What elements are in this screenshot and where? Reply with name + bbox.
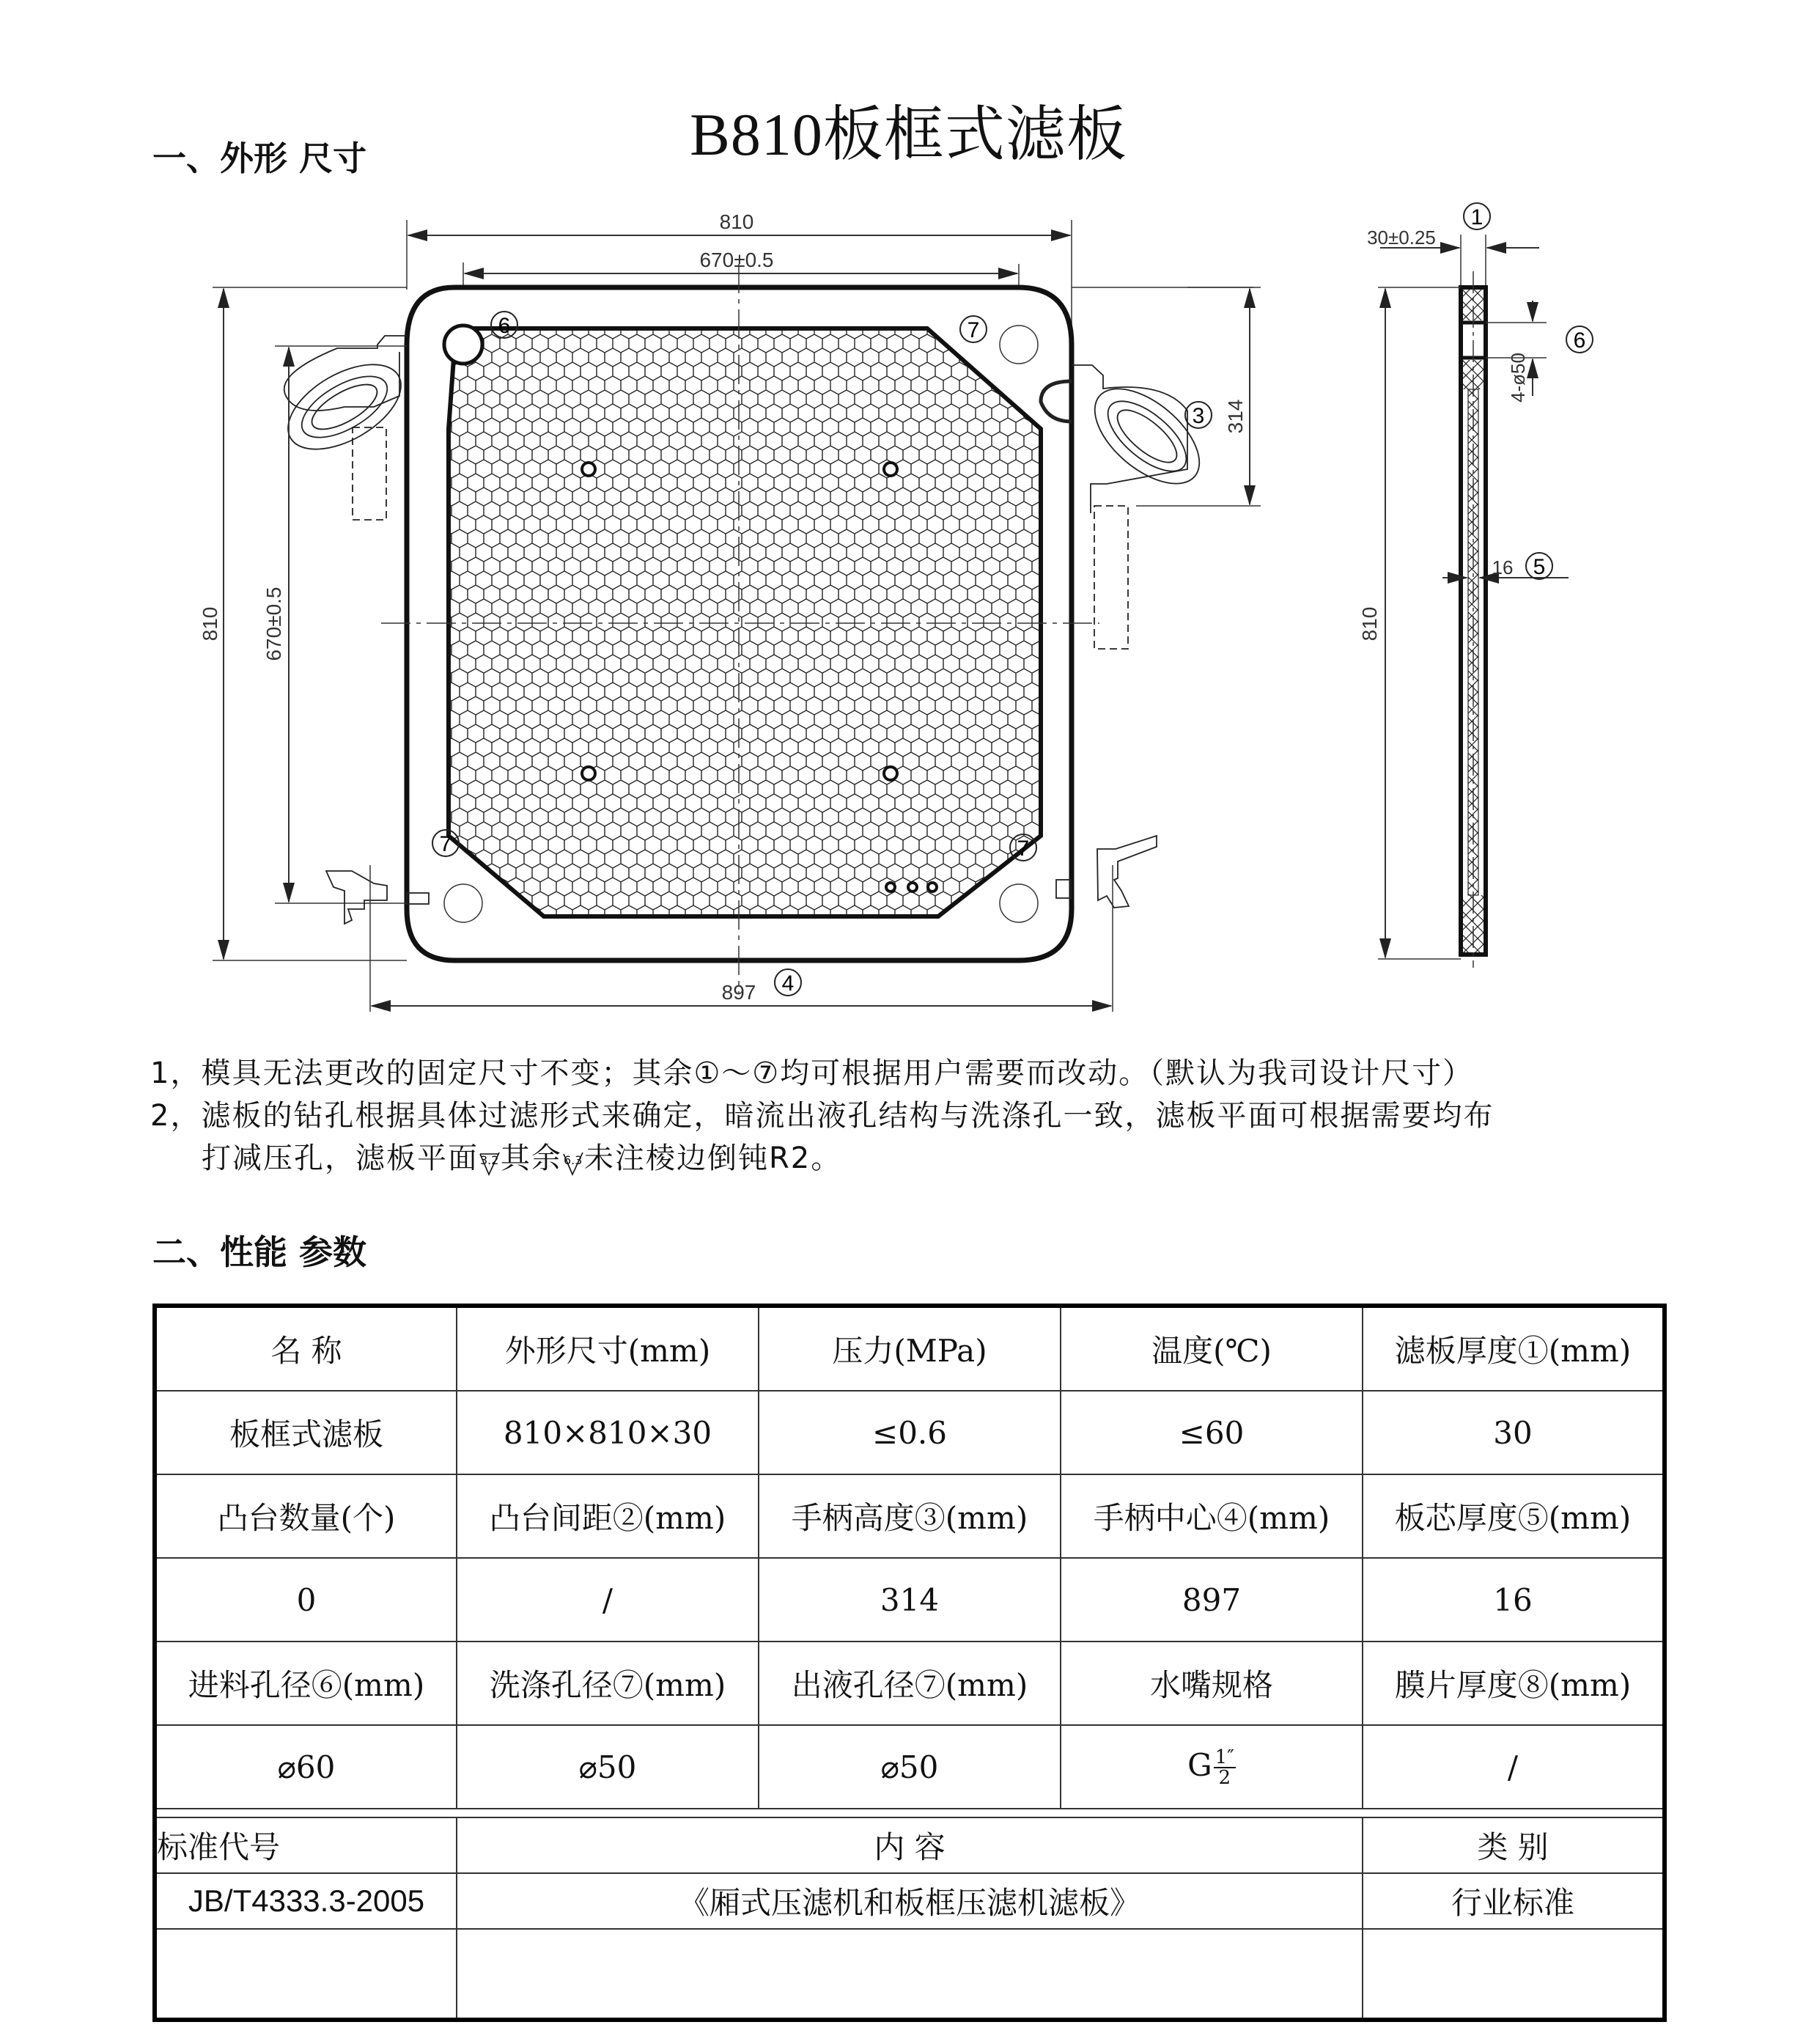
table-cell: / [1363, 1725, 1665, 1809]
front-view [199, 210, 1261, 1012]
dim-inner-width: 670±0.5 [699, 249, 774, 271]
table-cell: 进料孔径⑥(mm) [155, 1642, 457, 1725]
table-cell: 压力(MPa) [759, 1306, 1061, 1391]
table-cell: 滤板厚度①(mm) [1363, 1306, 1665, 1391]
table-cell: 314 [759, 1558, 1061, 1642]
table-cell: 膜片厚度⑧(mm) [1363, 1642, 1665, 1725]
empty-cell [155, 1929, 457, 2020]
note-3 [150, 1137, 1494, 1180]
table-row [155, 1642, 1665, 1725]
table-cell: 16 [1363, 1558, 1665, 1642]
dim-thickness: 30±0.25 [1367, 227, 1436, 249]
roughness-value-3-2: 3.2 [480, 1153, 499, 1167]
dim-handle-center: 897 [721, 981, 756, 1004]
section-heading-dimensions: 一、外形 尺寸 [152, 139, 367, 178]
note-2: 2，滤板的钻孔根据具体过滤形式来确定，暗流出液孔结构与洗涤孔一致，滤板平面可根据需要均布 [150, 1099, 1494, 1133]
table-cell: ⌀50 [759, 1725, 1061, 1809]
dim-height-810: 810 [199, 606, 221, 641]
table-row [155, 1306, 1665, 1391]
table-cell: 810×810×30 [457, 1391, 759, 1474]
standards-category-header: 类 别 [1363, 1817, 1665, 1873]
table-cell: 名 称 [155, 1306, 457, 1391]
note-3-part-c: 未注棱边倒钝R2。 [584, 1142, 842, 1175]
table-cell: 30 [1363, 1391, 1665, 1474]
standards-code-header: 标准代号 [155, 1817, 457, 1873]
table-cell: 温度(℃) [1061, 1306, 1363, 1391]
dim-handle-height: 314 [1224, 399, 1247, 434]
dim-width-810: 810 [719, 210, 754, 233]
section-heading-performance: 二、性能 参数 [152, 1232, 367, 1272]
table-cell: 凸台间距②(mm) [457, 1474, 759, 1558]
standards-row [155, 1873, 1665, 1929]
table-cell: 外形尺寸(mm) [457, 1306, 759, 1391]
table-row [155, 1558, 1665, 1642]
water-nozzle-spec [1061, 1725, 1363, 1809]
standards-header-row [155, 1817, 1665, 1873]
table-row [155, 1474, 1665, 1558]
table-cell: 板芯厚度⑤(mm) [1363, 1474, 1665, 1558]
table-cell: ⌀60 [155, 1725, 457, 1809]
spec-table [152, 1304, 1667, 2022]
table-cell: 凸台数量(个) [155, 1474, 457, 1558]
roughness-value-6-3: 6.3 [564, 1153, 583, 1167]
dim-hole: 4-ø50 [1507, 353, 1529, 402]
table-gap [155, 1809, 1665, 1817]
table-cell: 出液孔径⑦(mm) [759, 1642, 1061, 1725]
fraction-denominator: 2 [1218, 1766, 1231, 1789]
callout-7-bottom-left: 7 [439, 832, 452, 856]
callout-6-side: 6 [1573, 328, 1586, 353]
table-row [155, 1725, 1665, 1809]
dim-side-height: 810 [1358, 606, 1381, 641]
table-gap-row [155, 1809, 1665, 1817]
standards-content: 《厢式压滤机和板框压滤机滤板》 [457, 1873, 1363, 1929]
callout-7-bottom-right: 7 [1017, 837, 1030, 861]
table-cell: ⌀50 [457, 1725, 759, 1809]
empty-row [155, 1929, 1665, 2020]
dim-inner-height: 670±0.5 [262, 587, 285, 661]
dim-core: 16 [1492, 556, 1514, 578]
water-nozzle-fraction [1214, 1748, 1236, 1787]
table-cell: 897 [1061, 1558, 1363, 1642]
callout-4: 4 [781, 971, 795, 996]
standards-category: 行业标准 [1363, 1873, 1665, 1929]
water-nozzle-thread: G [1187, 1746, 1212, 1783]
table-cell: ≤60 [1061, 1391, 1363, 1474]
table-cell: 手柄高度③(mm) [759, 1474, 1061, 1558]
notes [150, 1052, 1494, 1180]
table-cell: ≤0.6 [759, 1391, 1061, 1474]
roughness-symbol-3-2 [479, 1145, 501, 1174]
standards-content-header: 内 容 [457, 1817, 1363, 1873]
table-row [155, 1391, 1665, 1474]
empty-cell [457, 1929, 1363, 2020]
note-3-part-b: 其余 [501, 1142, 562, 1175]
callout-7-top: 7 [967, 318, 980, 342]
callout-3: 3 [1192, 404, 1205, 428]
note-1: 1，模具无法更改的固定尺寸不变；其余①～⑦均可根据用户需要而改动。（默认为我司设计尺寸） [150, 1056, 1474, 1090]
fraction-numerator: 1″ [1215, 1746, 1234, 1768]
callout-1: 1 [1470, 205, 1484, 229]
table-cell: 手柄中心④(mm) [1061, 1474, 1363, 1558]
side-view [1358, 203, 1593, 968]
table-cell: 水嘴规格 [1061, 1642, 1363, 1725]
note-3-part-a: 打减压孔，滤板平面 [202, 1142, 479, 1175]
page-title-text: B810板框式滤板 [690, 101, 1127, 168]
callout-6: 6 [498, 314, 511, 338]
table-cell: / [457, 1558, 759, 1642]
table-cell: 0 [155, 1558, 457, 1642]
table-cell: 板框式滤板 [155, 1391, 457, 1474]
table-cell: 洗涤孔径⑦(mm) [457, 1642, 759, 1725]
callout-5: 5 [1533, 555, 1546, 579]
standards-code: JB/T4333.3-2005 [155, 1873, 457, 1929]
roughness-symbol-6-3 [562, 1145, 584, 1174]
empty-cell [1363, 1929, 1665, 2020]
